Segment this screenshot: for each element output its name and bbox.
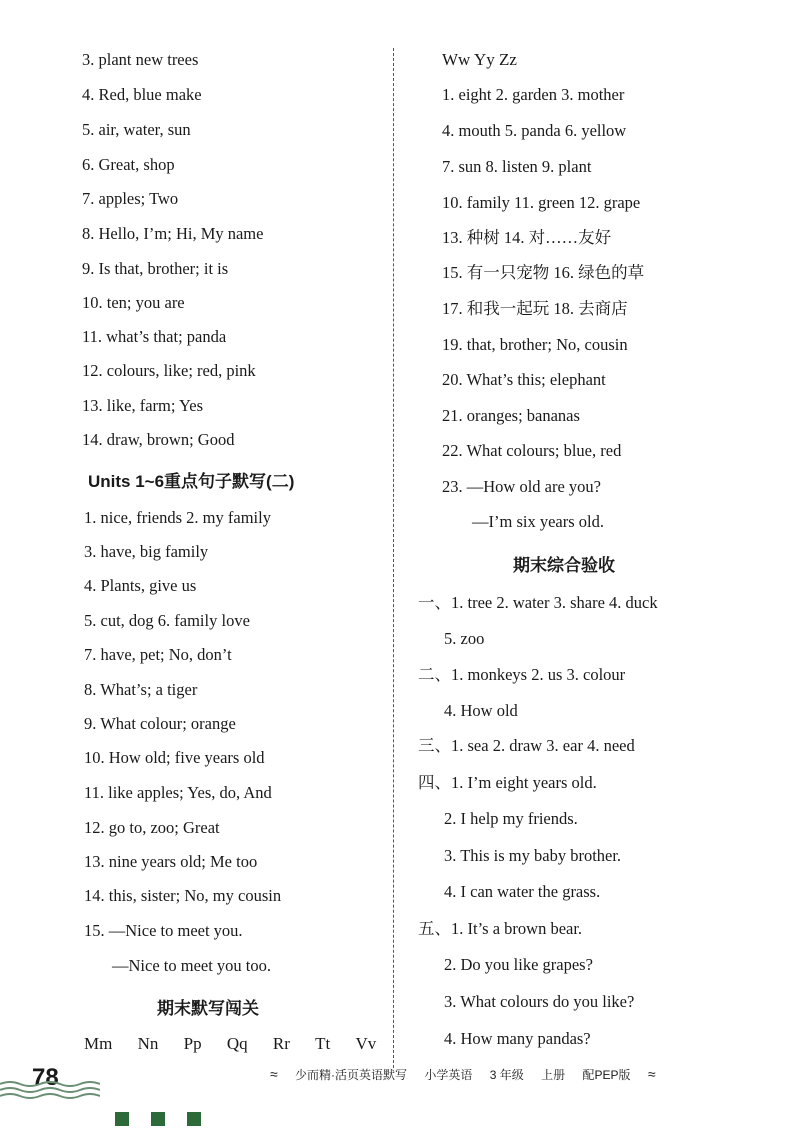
answer-line: 12. go to, zoo; Great	[84, 818, 220, 837]
wave-icon: ≈	[647, 1066, 656, 1082]
letter-pair: Nn	[137, 1034, 159, 1053]
subject-label: 小学英语	[424, 1068, 473, 1082]
square-icon	[151, 1112, 165, 1126]
answer-line: 11. like apples; Yes, do, And	[84, 783, 272, 802]
alphabet-letters	[84, 1034, 397, 1054]
answer-line: 14. this, sister; No, my cousin	[84, 886, 282, 905]
answer-line: 5. air, water, sun	[82, 120, 191, 139]
decorative-squares	[115, 1112, 223, 1131]
volume-label: 上册	[541, 1068, 566, 1082]
footer-info	[270, 1066, 670, 1083]
answer-line: —Nice to meet you too.	[112, 956, 272, 975]
section-heading: Units 1~6重点句子默写(二)	[88, 472, 295, 491]
answer-line: 17. 和我一起玩 18. 去商店	[442, 299, 628, 318]
answer-line: 10. How old; five years old	[84, 748, 265, 767]
answer-line: —I’m six years old.	[472, 512, 604, 531]
edition-label: 配PEP版	[582, 1068, 631, 1082]
answer-line: 4. mouth 5. panda 6. yellow	[442, 121, 627, 140]
answer-line: 6. Great, shop	[82, 155, 175, 174]
answer-line: 4. Red, blue make	[82, 85, 202, 104]
letter-pair: Qq	[226, 1034, 248, 1053]
answer-line: 11. what’s that; panda	[82, 327, 227, 346]
answer-line: 3. plant new trees	[82, 50, 199, 69]
page-number: 78	[32, 1064, 59, 1091]
answer-line: 15. —Nice to meet you.	[84, 921, 243, 940]
answer-line: 15. 有一只宠物 16. 绿色的草	[442, 263, 645, 282]
letter-pair: Vv	[355, 1034, 377, 1053]
square-icon	[187, 1112, 201, 1126]
answer-line: 2. I help my friends.	[444, 809, 578, 828]
letter-pair: Rr	[272, 1034, 290, 1053]
answer-line: 一、1. tree 2. water 3. share 4. duck	[418, 593, 658, 612]
answer-line: 二、1. monkeys 2. us 3. colour	[418, 665, 626, 684]
answer-line: 3. What colours do you like?	[444, 992, 635, 1011]
answer-line: 3. This is my baby brother.	[444, 846, 622, 865]
square-icon	[115, 1112, 129, 1126]
answer-line: 四、1. I’m eight years old.	[418, 773, 597, 792]
answer-line: 22. What colours; blue, red	[442, 441, 622, 460]
answer-line: 五、1. It’s a brown bear.	[418, 919, 583, 938]
answer-line: 12. colours, like; red, pink	[82, 361, 256, 380]
answer-line: 9. Is that, brother; it is	[82, 259, 229, 278]
answer-line: 21. oranges; bananas	[442, 406, 580, 425]
answer-line: 4. Plants, give us	[84, 576, 197, 595]
answer-line: 14. draw, brown; Good	[82, 430, 235, 449]
answer-line: 4. How many pandas?	[444, 1029, 591, 1048]
section-heading: 期末默写闯关	[157, 999, 259, 1018]
answer-line: 三、1. sea 2. draw 3. ear 4. need	[418, 736, 635, 755]
answer-line: 4. How old	[444, 701, 518, 720]
grade-label: 3 年级	[489, 1068, 524, 1082]
answer-line: 7. have, pet; No, don’t	[84, 645, 232, 664]
answer-line: 1. eight 2. garden 3. mother	[442, 85, 625, 104]
answer-line: 9. What colour; orange	[84, 714, 236, 733]
answer-line: 5. zoo	[444, 629, 485, 648]
answer-line: 4. I can water the grass.	[444, 882, 601, 901]
answer-line: 20. What’s this; elephant	[442, 370, 606, 389]
answer-line: 13. 种树 14. 对……友好	[442, 228, 612, 247]
answer-line: 13. nine years old; Me too	[84, 852, 258, 871]
letter-pair: Mm	[84, 1034, 113, 1053]
column-divider	[393, 48, 394, 1068]
answer-line: 19. that, brother; No, cousin	[442, 335, 628, 354]
letter-pair: Pp	[183, 1034, 202, 1053]
letter-pair: Tt	[315, 1034, 331, 1053]
answer-line: 13. like, farm; Yes	[82, 396, 203, 415]
answer-line: 8. Hello, I’m; Hi, My name	[82, 224, 264, 243]
wave-decoration-icon	[0, 1080, 100, 1110]
answer-line: 7. apples; Two	[82, 189, 179, 208]
series-title: 少而精·活页英语默写	[295, 1068, 408, 1082]
answer-line: 5. cut, dog 6. family love	[84, 611, 250, 630]
answer-line: 7. sun 8. listen 9. plant	[442, 157, 592, 176]
answer-line: 8. What’s; a tiger	[84, 680, 198, 699]
answer-line: 23. —How old are you?	[442, 477, 602, 496]
answer-line: 10. family 11. green 12. grape	[442, 193, 641, 212]
alphabet-letters: Ww Yy Zz	[442, 50, 517, 69]
wave-icon: ≈	[270, 1066, 278, 1082]
answer-line: 2. Do you like grapes?	[444, 955, 593, 974]
answer-line: 1. nice, friends 2. my family	[84, 508, 271, 527]
answer-line: 10. ten; you are	[82, 293, 185, 312]
answer-line: 3. have, big family	[84, 542, 209, 561]
section-heading: 期末综合验收	[513, 556, 615, 575]
